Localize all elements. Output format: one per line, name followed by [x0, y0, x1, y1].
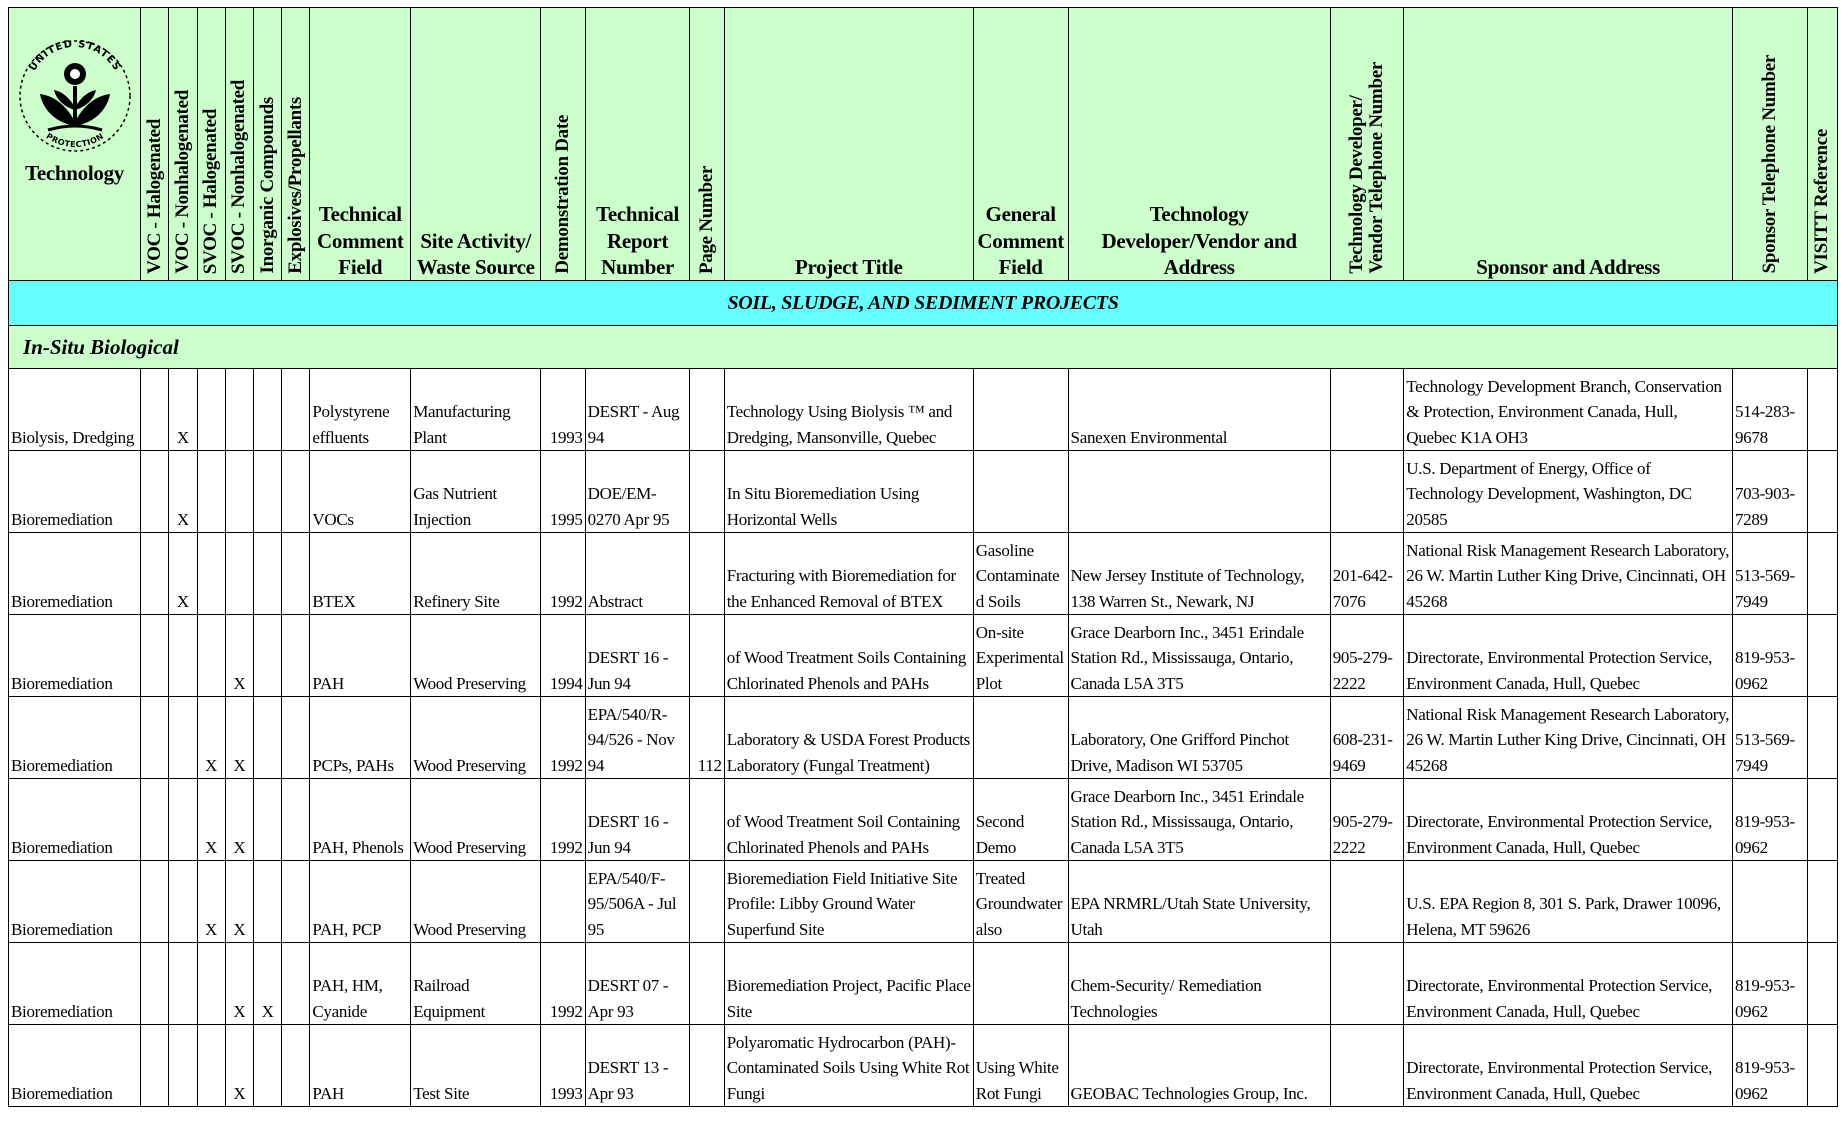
sponsor-phone-cell: 819-953-0962 [1732, 615, 1807, 697]
site-activity-cell: Wood Preserving [411, 861, 541, 943]
developer-cell: Chem-Security/ Remediation Technologies [1068, 943, 1330, 1025]
section-row [9, 281, 1838, 326]
svoc-halogenated-cell [197, 943, 225, 1025]
table-row [9, 451, 1838, 533]
demonstration-date-cell: 1992 [541, 697, 585, 779]
voc-halogenated-cell [141, 779, 169, 861]
technology-cell: Bioremediation [9, 861, 141, 943]
voc-halogenated-cell [141, 943, 169, 1025]
svoc-halogenated-cell: X [197, 861, 225, 943]
technical-report-cell: EPA/540/R-94/526 - Nov 94 [585, 697, 690, 779]
technology-cell: Bioremediation [9, 533, 141, 615]
technical-report-cell: Abstract [585, 533, 690, 615]
demonstration-date-cell: 1992 [541, 779, 585, 861]
svoc-nonhalogenated-cell [225, 369, 253, 451]
inorganic-cell: X [253, 943, 281, 1025]
sponsor-header: Sponsor and Address [1404, 8, 1733, 281]
developer-cell: Sanexen Environmental [1068, 369, 1330, 451]
subsection-row [9, 326, 1838, 369]
project-title-cell: Laboratory & USDA Forest Products Laboratory (Fungal Treatment) [724, 697, 973, 779]
voc-halogenated-cell [141, 369, 169, 451]
developer-phone-cell: 905-279-2222 [1330, 779, 1404, 861]
explosives-cell [282, 533, 310, 615]
developer-cell: EPA NRMRL/Utah State University, Utah [1068, 861, 1330, 943]
sponsor-phone-cell: 514-283-9678 [1732, 369, 1807, 451]
general-comment-cell [973, 451, 1068, 533]
visitt-reference-cell [1807, 369, 1837, 451]
page-number-cell [690, 369, 724, 451]
developer-phone-cell [1330, 369, 1404, 451]
header-row [9, 8, 1838, 281]
site-activity-cell: Wood Preserving [411, 697, 541, 779]
table-row [9, 615, 1838, 697]
developer-phone-header-line2: Vendor Telephone Number [1365, 62, 1387, 274]
voc-halogenated-cell [141, 697, 169, 779]
inorganic-cell [253, 533, 281, 615]
voc-nonhalogenated-cell [169, 615, 197, 697]
developer-phone-cell: 905-279-2222 [1330, 615, 1404, 697]
visitt-reference-cell [1807, 861, 1837, 943]
voc-nonhalogenated-cell: X [169, 451, 197, 533]
developer-cell: Laboratory, One Grifford Pinchot Drive, Madison WI 53705 [1068, 697, 1330, 779]
explosives-cell [282, 451, 310, 533]
page-number-cell [690, 451, 724, 533]
inorganic-cell [253, 861, 281, 943]
demonstration-date-cell: 1992 [541, 533, 585, 615]
explosives-cell [282, 779, 310, 861]
general-comment-cell: On-site Experimental Plot [973, 615, 1068, 697]
sponsor-cell: National Risk Management Research Laboratory, 26 W. Martin Luther King Drive, Cincinnati, OH 45268 [1404, 533, 1733, 615]
inorganic-cell [253, 779, 281, 861]
technology-cell: Biolysis, Dredging [9, 369, 141, 451]
svg-text:UNITED STATES: UNITED STATES [26, 38, 123, 74]
svg-text:PROTECTION: PROTECTION [44, 131, 105, 150]
site-activity-cell: Railroad Equipment [411, 943, 541, 1025]
developer-phone-cell [1330, 451, 1404, 533]
voc-nonhalogenated-cell: X [169, 369, 197, 451]
technology-cell: Bioremediation [9, 1025, 141, 1107]
svoc-nonhalogenated-cell: X [225, 615, 253, 697]
svoc-nonhalogenated-header: SVOC - Nonhalogenated [225, 8, 253, 281]
voc-nonhalogenated-cell [169, 779, 197, 861]
inorganic-cell [253, 369, 281, 451]
svoc-halogenated-cell [197, 369, 225, 451]
svoc-halogenated-cell: X [197, 697, 225, 779]
technology-cell: Bioremediation [9, 615, 141, 697]
explosives-cell [282, 861, 310, 943]
inorganic-cell [253, 1025, 281, 1107]
visitt-reference-cell [1807, 615, 1837, 697]
technical-comment-cell: PCPs, PAHs [310, 697, 411, 779]
site-activity-cell: Wood Preserving [411, 779, 541, 861]
voc-halogenated-header: VOC - Halogenated [141, 8, 169, 281]
explosives-cell [282, 943, 310, 1025]
sponsor-cell: U.S. Department of Energy, Office of Technology Development, Washington, DC 20585 [1404, 451, 1733, 533]
project-title-cell: Bioremediation Field Initiative Site Profile: Libby Ground Water Superfund Site [724, 861, 973, 943]
page-number-cell [690, 861, 724, 943]
svoc-nonhalogenated-cell: X [225, 943, 253, 1025]
technical-comment-cell: PAH, PCP [310, 861, 411, 943]
demonstration-date-header: Demonstration Date [541, 8, 585, 281]
voc-halogenated-cell [141, 533, 169, 615]
svoc-halogenated-cell [197, 533, 225, 615]
developer-phone-cell: 608-231-9469 [1330, 697, 1404, 779]
developer-header: Technology Developer/Vendor and Address [1068, 8, 1330, 281]
technology-cell: Bioremediation [9, 451, 141, 533]
project-title-cell: In Situ Bioremediation Using Horizontal Wells [724, 451, 973, 533]
visitt-reference-cell [1807, 943, 1837, 1025]
explosives-cell [282, 1025, 310, 1107]
sponsor-phone-cell: 819-953-0962 [1732, 1025, 1807, 1107]
demonstration-date-cell: 1992 [541, 943, 585, 1025]
page-number-cell [690, 615, 724, 697]
developer-phone-cell: 201-642-7076 [1330, 533, 1404, 615]
svoc-halogenated-header: SVOC - Halogenated [197, 8, 225, 281]
sponsor-cell: Technology Development Branch, Conservation & Protection, Environment Canada, Hull, Quebec K1A OH3 [1404, 369, 1733, 451]
site-activity-cell: Wood Preserving [411, 615, 541, 697]
projects-table [8, 7, 1838, 1107]
general-comment-cell [973, 943, 1068, 1025]
voc-nonhalogenated-cell [169, 861, 197, 943]
technical-comment-cell: BTEX [310, 533, 411, 615]
technical-report-cell: EPA/540/F-95/506A - Jul 95 [585, 861, 690, 943]
technical-report-cell: DESRT 13 - Apr 93 [585, 1025, 690, 1107]
table-row [9, 533, 1838, 615]
inorganic-cell [253, 451, 281, 533]
technology-cell: Bioremediation [9, 697, 141, 779]
demonstration-date-cell: 1995 [541, 451, 585, 533]
demonstration-date-cell: 1993 [541, 369, 585, 451]
section-title: SOIL, SLUDGE, AND SEDIMENT PROJECTS [9, 281, 1838, 326]
technical-report-cell: DESRT 16 - Jun 94 [585, 615, 690, 697]
project-title-cell: Polyaromatic Hydrocarbon (PAH)-Contaminated Soils Using White Rot Fungi [724, 1025, 973, 1107]
table-row [9, 779, 1838, 861]
technical-comment-cell: PAH, HM, Cyanide [310, 943, 411, 1025]
sponsor-phone-cell: 513-569-7949 [1732, 697, 1807, 779]
svoc-nonhalogenated-cell: X [225, 861, 253, 943]
general-comment-cell: Gasoline Contaminated Soils [973, 533, 1068, 615]
epa-seal-logo [12, 26, 138, 160]
sponsor-cell: U.S. EPA Region 8, 301 S. Park, Drawer 10096, Helena, MT 59626 [1404, 861, 1733, 943]
project-title-header: Project Title [724, 8, 973, 281]
developer-cell [1068, 451, 1330, 533]
site-activity-cell: Refinery Site [411, 533, 541, 615]
explosives-cell [282, 615, 310, 697]
demonstration-date-cell [541, 861, 585, 943]
demonstration-date-cell: 1993 [541, 1025, 585, 1107]
table-row [9, 1025, 1838, 1107]
demonstration-date-cell: 1994 [541, 615, 585, 697]
general-comment-header: General Comment Field [973, 8, 1068, 281]
voc-nonhalogenated-cell [169, 1025, 197, 1107]
technical-report-cell: DOE/EM-0270 Apr 95 [585, 451, 690, 533]
project-title-cell: of Wood Treatment Soil Containing Chlorinated Phenols and PAHs [724, 779, 973, 861]
svoc-halogenated-cell [197, 1025, 225, 1107]
general-comment-cell: Treated Groundwater also [973, 861, 1068, 943]
sponsor-phone-header: Sponsor Telephone Number [1732, 8, 1807, 281]
developer-cell: Grace Dearborn Inc., 3451 Erindale Station Rd., Mississauga, Ontario, Canada L5A 3T5 [1068, 615, 1330, 697]
site-activity-header: Site Activity/ Waste Source [411, 8, 541, 281]
technical-report-header: Technical Report Number [585, 8, 690, 281]
technology-cell: Bioremediation [9, 943, 141, 1025]
page-number-cell [690, 533, 724, 615]
table-row [9, 697, 1838, 779]
inorganic-compounds-header: Inorganic Compounds [253, 8, 281, 281]
voc-halogenated-cell [141, 451, 169, 533]
visitt-reference-cell [1807, 533, 1837, 615]
voc-halogenated-cell [141, 1025, 169, 1107]
table-row [9, 943, 1838, 1025]
table-row [9, 861, 1838, 943]
page-number-cell: 112 [690, 697, 724, 779]
explosives-propellants-header: Explosives/Propellants [282, 8, 310, 281]
svoc-halogenated-cell: X [197, 779, 225, 861]
visitt-reference-header: VISITT Reference [1807, 8, 1837, 281]
visitt-reference-cell [1807, 779, 1837, 861]
general-comment-cell: Second Demo [973, 779, 1068, 861]
sponsor-phone-cell: 703-903-7289 [1732, 451, 1807, 533]
site-activity-cell: Manufacturing Plant [411, 369, 541, 451]
sponsor-cell: Directorate, Environmental Protection Service, Environment Canada, Hull, Quebec [1404, 943, 1733, 1025]
voc-nonhalogenated-header: VOC - Nonhalogenated [169, 8, 197, 281]
page-number-header: Page Number [690, 8, 724, 281]
project-title-cell: Fracturing with Bioremediation for the Enhanced Removal of BTEX [724, 533, 973, 615]
technical-comment-cell: PAH [310, 1025, 411, 1107]
technology-header [9, 8, 141, 281]
technical-comment-cell: VOCs [310, 451, 411, 533]
voc-nonhalogenated-cell [169, 943, 197, 1025]
sponsor-phone-cell: 819-953-0962 [1732, 779, 1807, 861]
technical-comment-cell: Polystyrene effluents [310, 369, 411, 451]
technical-comment-cell: PAH, Phenols [310, 779, 411, 861]
developer-phone-cell [1330, 1025, 1404, 1107]
sponsor-phone-cell: 819-953-0962 [1732, 943, 1807, 1025]
site-activity-cell: Gas Nutrient Injection [411, 451, 541, 533]
table-row [9, 369, 1838, 451]
general-comment-cell: Using White Rot Fungi [973, 1025, 1068, 1107]
developer-cell: New Jersey Institute of Technology, 138 Warren St., Newark, NJ [1068, 533, 1330, 615]
sponsor-cell: Directorate, Environmental Protection Service, Environment Canada, Hull, Quebec [1404, 779, 1733, 861]
project-title-cell: Technology Using Biolysis ™ and Dredging, Mansonville, Quebec [724, 369, 973, 451]
developer-phone-header-line1: Technology Developer/ [1346, 95, 1368, 274]
sponsor-cell: National Risk Management Research Laboratory, 26 W. Martin Luther King Drive, Cincinnati, OH 45268 [1404, 697, 1733, 779]
svoc-nonhalogenated-cell: X [225, 779, 253, 861]
voc-nonhalogenated-cell [169, 697, 197, 779]
explosives-cell [282, 369, 310, 451]
sponsor-phone-cell: 513-569-7949 [1732, 533, 1807, 615]
explosives-cell [282, 697, 310, 779]
svoc-nonhalogenated-cell: X [225, 697, 253, 779]
technical-report-cell: DESRT - Aug 94 [585, 369, 690, 451]
general-comment-cell [973, 697, 1068, 779]
developer-phone-header [1330, 8, 1404, 281]
general-comment-cell [973, 369, 1068, 451]
technical-comment-cell: PAH [310, 615, 411, 697]
visitt-reference-cell [1807, 451, 1837, 533]
page-number-cell [690, 943, 724, 1025]
technical-comment-header: Technical Comment Field [310, 8, 411, 281]
sponsor-cell: Directorate, Environmental Protection Service, Environment Canada, Hull, Quebec [1404, 615, 1733, 697]
voc-halogenated-cell [141, 615, 169, 697]
developer-cell: GEOBAC Technologies Group, Inc. [1068, 1025, 1330, 1107]
page-number-cell [690, 779, 724, 861]
svoc-nonhalogenated-cell [225, 533, 253, 615]
svoc-halogenated-cell [197, 615, 225, 697]
sponsor-cell: Directorate, Environmental Protection Service, Environment Canada, Hull, Quebec [1404, 1025, 1733, 1107]
visitt-reference-cell [1807, 1025, 1837, 1107]
svoc-nonhalogenated-cell [225, 451, 253, 533]
page-number-cell [690, 1025, 724, 1107]
voc-nonhalogenated-cell: X [169, 533, 197, 615]
voc-halogenated-cell [141, 861, 169, 943]
site-activity-cell: Test Site [411, 1025, 541, 1107]
sponsor-phone-cell [1732, 861, 1807, 943]
svoc-halogenated-cell [197, 451, 225, 533]
technology-cell: Bioremediation [9, 779, 141, 861]
project-title-cell: of Wood Treatment Soils Containing Chlorinated Phenols and PAHs [724, 615, 973, 697]
developer-phone-cell [1330, 861, 1404, 943]
visitt-reference-cell [1807, 697, 1837, 779]
technology-header-label: Technology [25, 161, 124, 185]
subsection-title: In-Situ Biological [9, 326, 1838, 369]
inorganic-cell [253, 615, 281, 697]
developer-phone-cell [1330, 943, 1404, 1025]
project-title-cell: Bioremediation Project, Pacific Place Site [724, 943, 973, 1025]
svoc-nonhalogenated-cell: X [225, 1025, 253, 1107]
technical-report-cell: DESRT 16 - Jun 94 [585, 779, 690, 861]
inorganic-cell [253, 697, 281, 779]
developer-cell: Grace Dearborn Inc., 3451 Erindale Station Rd., Mississauga, Ontario, Canada L5A 3T5 [1068, 779, 1330, 861]
technical-report-cell: DESRT 07 - Apr 93 [585, 943, 690, 1025]
